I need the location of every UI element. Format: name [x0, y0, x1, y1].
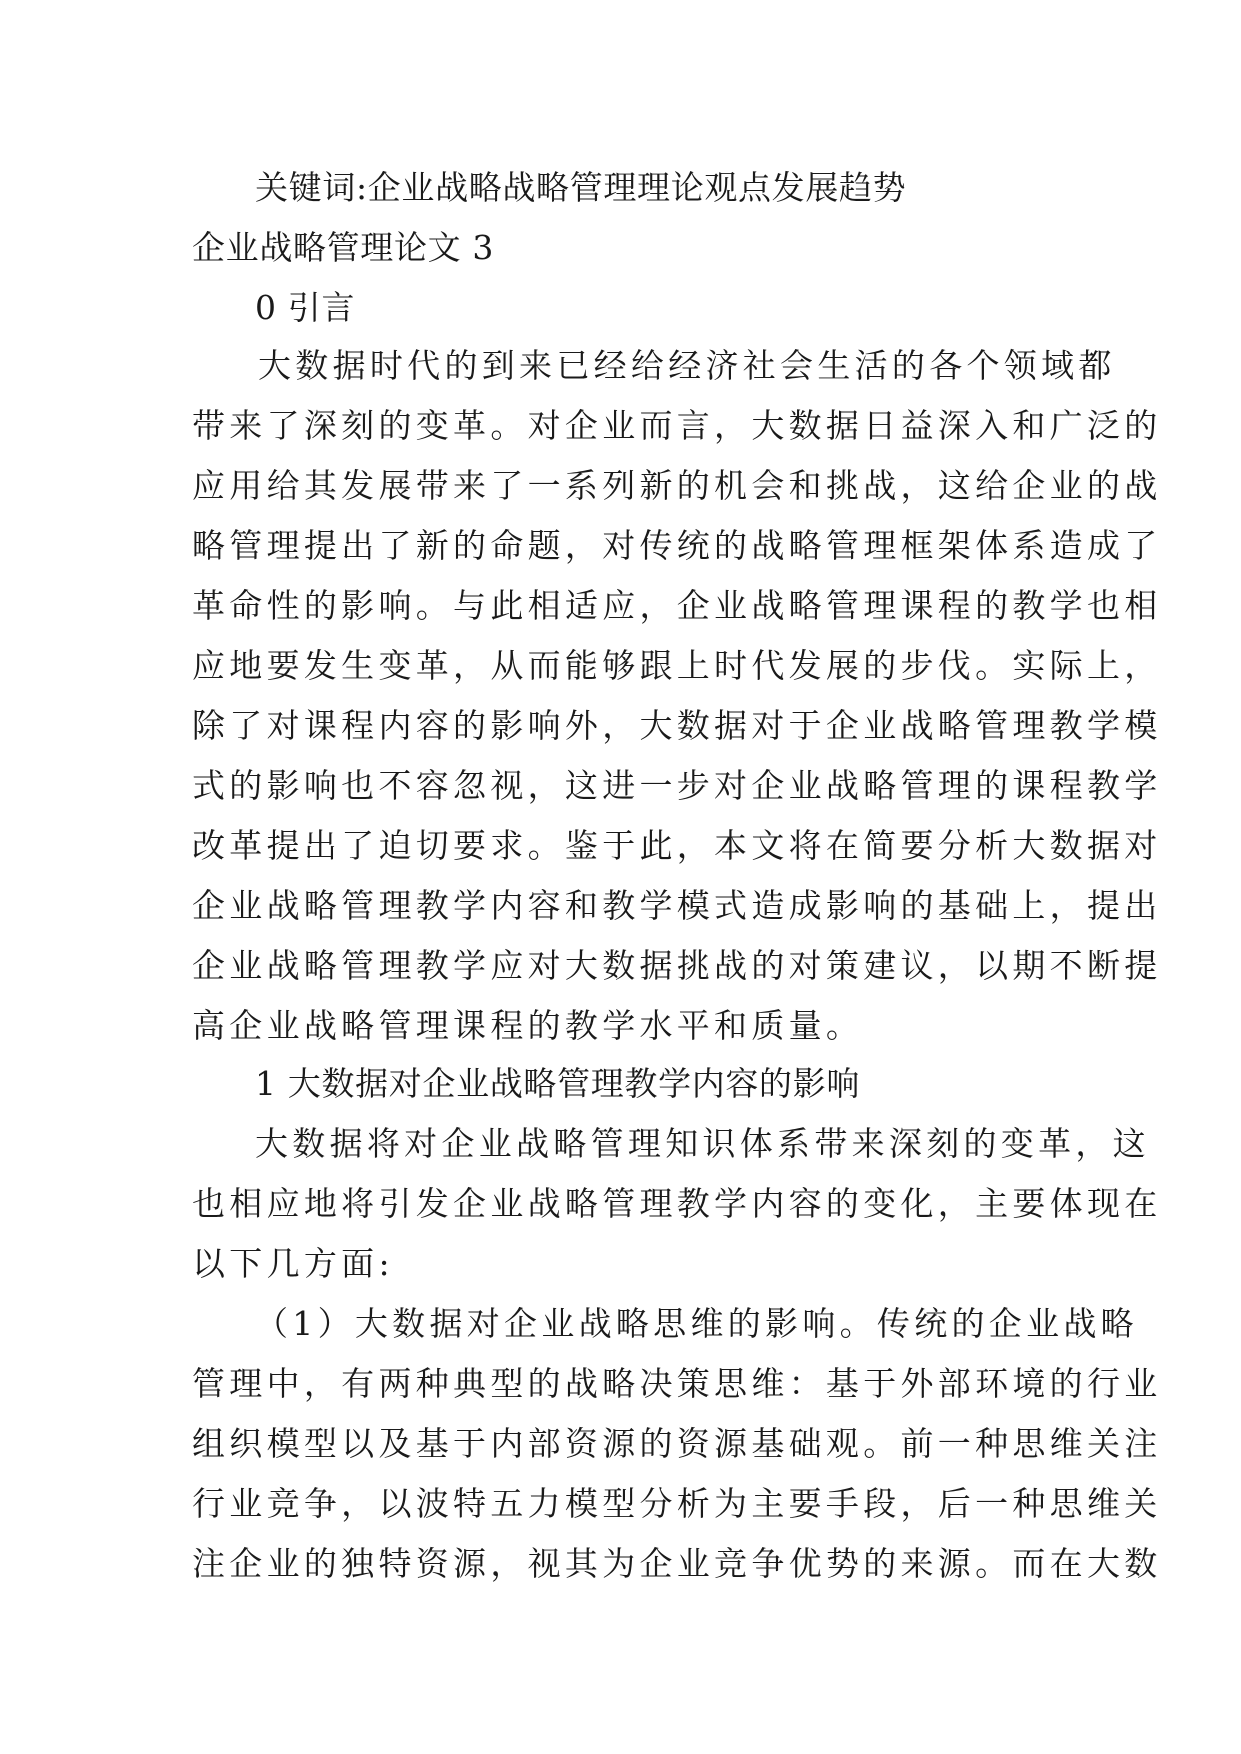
keywords-line: 关键词:企业战略战略管理理论观点发展趋势: [255, 168, 907, 207]
paragraph-line: 带来了深刻的变革。对企业而言，大数据日益深入和广泛的: [192, 406, 1162, 445]
paragraph-line: 行业竞争，以波特五力模型分析为主要手段，后一种思维关: [192, 1484, 1162, 1523]
paragraph-line: 也相应地将引发企业战略管理教学内容的变化，主要体现在: [192, 1184, 1162, 1223]
paragraph-line: 改革提出了迫切要求。鉴于此，本文将在简要分析大数据对: [192, 826, 1162, 865]
paragraph-line: 略管理提出了新的命题，对传统的战略管理框架体系造成了: [192, 526, 1162, 565]
paragraph-line: （1）大数据对企业战略思维的影响。传统的企业战略: [255, 1304, 1138, 1343]
paragraph-line: 管理中，有两种典型的战略决策思维：基于外部环境的行业: [192, 1364, 1162, 1403]
paragraph-line: 以下几方面:: [192, 1244, 394, 1283]
paragraph-line: 高企业战略管理课程的教学水平和质量。: [192, 1006, 864, 1045]
paragraph-line: 革命性的影响。与此相适应，企业战略管理课程的教学也相: [192, 586, 1162, 625]
paragraph-line: 组织模型以及基于内部资源的资源基础观。前一种思维关注: [192, 1424, 1162, 1463]
intro-heading: 0 引言: [255, 288, 356, 327]
paragraph-line: 大数据将对企业战略管理知识体系带来深刻的变革，这: [255, 1124, 1150, 1163]
paragraph-line: 企业战略管理教学内容和教学模式造成影响的基础上，提出: [192, 886, 1162, 925]
paragraph-line: 企业战略管理教学应对大数据挑战的对策建议，以期不断提: [192, 946, 1162, 985]
section1-heading: 1 大数据对企业战略管理教学内容的影响: [255, 1064, 861, 1103]
paragraph-line: 除了对课程内容的影响外，大数据对于企业战略管理教学模: [192, 706, 1162, 745]
paragraph-line: 应地要发生变革，从而能够跟上时代发展的步伐。实际上，: [192, 646, 1162, 685]
article-title: 企业战略管理论文 3: [192, 228, 495, 267]
paragraph-line: 大数据时代的到来已经给经济社会生活的各个领域都: [258, 346, 1116, 385]
paragraph-line: 注企业的独特资源，视其为企业竞争优势的来源。而在大数: [192, 1544, 1162, 1583]
paragraph-line: 式的影响也不容忽视，这进一步对企业战略管理的课程教学: [192, 766, 1162, 805]
paragraph-line: 应用给其发展带来了一系列新的机会和挑战，这给企业的战: [192, 466, 1162, 505]
